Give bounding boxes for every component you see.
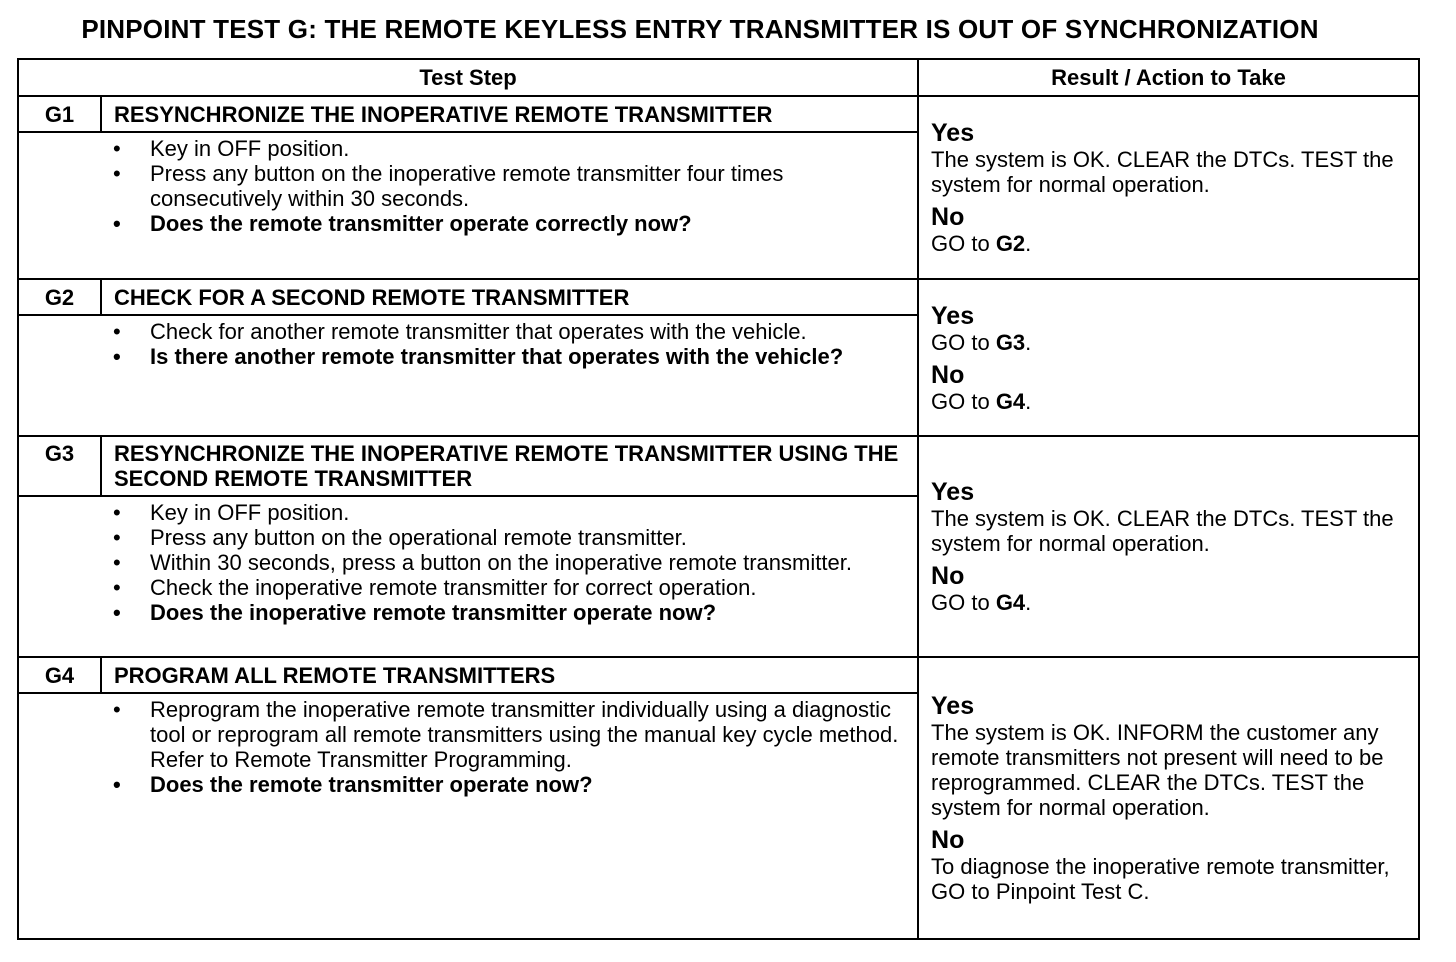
step-id: G2 [18, 279, 101, 315]
step-g2-result [918, 279, 1419, 436]
yes-action: GO to G3. [931, 329, 1032, 355]
step-heading: PROGRAM ALL REMOTE TRANSMITTERS [101, 657, 918, 693]
no-action: To diagnose the inoperative remote transmitter, GO to Pinpoint Test C. [931, 854, 1390, 904]
list-item: • Check for another remote transmitter that operates with the vehicle. [113, 319, 807, 344]
column-header-result: Result / Action to Take [918, 59, 1419, 96]
yes-action: The system is OK. CLEAR the DTCs. TEST the system for normal operation. [931, 506, 1394, 556]
step-instructions [18, 315, 918, 436]
column-header-test-step: Test Step [18, 59, 918, 96]
step-id: G4 [18, 657, 101, 693]
list-item-question: • Does the remote transmitter operate correctly now? [113, 211, 692, 236]
step-id: G3 [18, 436, 101, 496]
list-item: • Check the inoperative remote transmitter for correct operation. [113, 575, 757, 600]
no-action: GO to G4. [931, 590, 1032, 615]
step-g1-heading-row [18, 96, 1419, 132]
list-item: • Press any button on the inoperative remote transmitter four times consecutively within 30 seconds. [113, 161, 784, 211]
list-item: • Key in OFF position. [113, 500, 350, 525]
yes-label: Yes [931, 478, 975, 506]
step-instructions [18, 693, 918, 939]
step-g4-heading-row [18, 657, 1419, 693]
no-label: No [931, 360, 965, 389]
no-label: No [931, 562, 965, 590]
step-heading: RESYNCHRONIZE THE INOPERATIVE REMOTE TRANSMITTER USING THE SECOND REMOTE TRANSMITTER [101, 436, 918, 496]
pinpoint-test-table [17, 58, 1420, 940]
step-g2-heading-row [18, 279, 1419, 315]
step-heading: RESYNCHRONIZE THE INOPERATIVE REMOTE TRANSMITTER [101, 96, 918, 132]
no-label: No [931, 826, 965, 854]
page-title: PINPOINT TEST G: THE REMOTE KEYLESS ENTRY TRANSMITTER IS OUT OF SYNCHRONIZATION [81, 14, 1319, 44]
list-item: • Within 30 seconds, press a button on the inoperative remote transmitter. [113, 550, 852, 575]
goto-link: G4 [995, 388, 1026, 414]
goto-link: G3 [995, 329, 1026, 355]
step-instructions [18, 132, 918, 279]
step-g4-result [918, 657, 1419, 939]
table-header-row [18, 59, 1419, 96]
yes-label: Yes [931, 119, 975, 147]
step-g1-result [918, 96, 1419, 279]
list-item-question: • Is there another remote transmitter that operates with the vehicle? [113, 344, 844, 369]
list-item-question: • Does the inoperative remote transmitter operate now? [113, 600, 717, 625]
yes-label: Yes [931, 301, 975, 330]
step-heading: CHECK FOR A SECOND REMOTE TRANSMITTER [101, 279, 918, 315]
list-item: • Reprogram the inoperative remote transmitter individually using a diagnostic tool or reprogram all remote transmitters using the manual key cycle method. Refer to Remote Transmitter Programming. [113, 697, 899, 772]
list-item-question: • Does the remote transmitter operate now? [113, 772, 593, 797]
list-item: • Key in OFF position. [113, 136, 350, 161]
step-g3-heading-row [18, 436, 1419, 496]
list-item: • Press any button on the operational remote transmitter. [113, 525, 687, 550]
yes-label: Yes [931, 692, 975, 720]
yes-action: The system is OK. CLEAR the DTCs. TEST the system for normal operation. [931, 147, 1394, 197]
no-action: GO to G4. [931, 388, 1032, 414]
goto-link: G2 [995, 231, 1026, 256]
step-id: G1 [18, 96, 101, 132]
no-action: GO to G2. [931, 231, 1032, 256]
step-g3-result [918, 436, 1419, 657]
step-instructions [18, 496, 918, 657]
yes-action: The system is OK. INFORM the customer any remote transmitters not present will need to be reprogrammed. CLEAR the DTCs. TEST the system for normal operation. [931, 720, 1384, 820]
no-label: No [931, 203, 965, 231]
goto-link: G4 [995, 590, 1026, 615]
